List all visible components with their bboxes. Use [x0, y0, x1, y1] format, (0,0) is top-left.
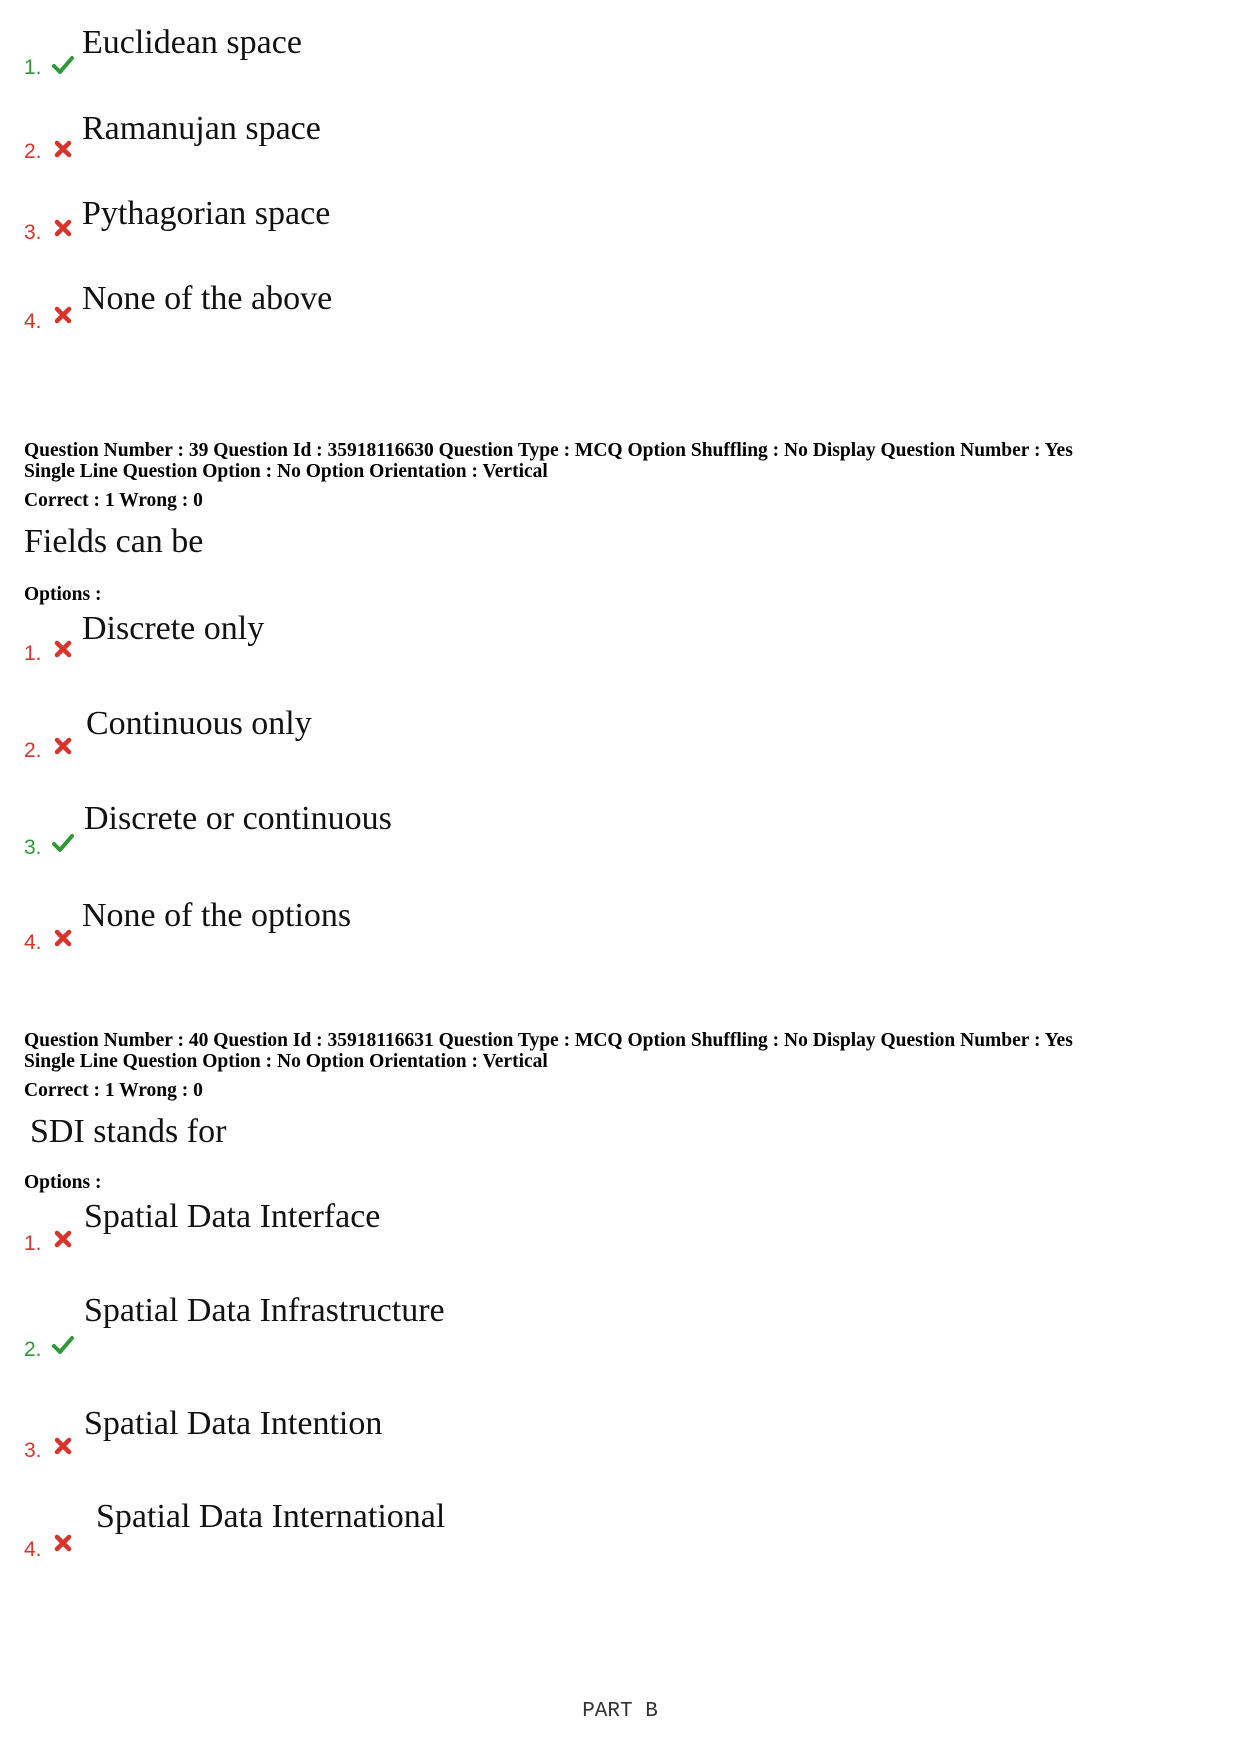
- option-text: Ramanujan space: [82, 110, 321, 147]
- option-item: [0, 897, 1240, 977]
- cross-icon: [52, 1435, 74, 1457]
- checkmark-icon: [52, 54, 74, 76]
- checkmark-icon: [52, 1334, 74, 1356]
- question-meta-line2: Single Line Question Option : No Option Orientation : Vertical: [24, 461, 548, 482]
- option-text: Spatial Data International: [96, 1498, 446, 1535]
- option-item: [0, 1292, 1240, 1372]
- option-number: 2.: [24, 140, 42, 163]
- cross-icon: [52, 217, 74, 239]
- option-item: [0, 1498, 1240, 1578]
- question-meta-line1: Question Number : 39 Question Id : 35918116630 Question Type : MCQ Option Shuffling : No Display Question Number : Yes: [24, 440, 1073, 461]
- cross-icon: [52, 638, 74, 660]
- option-number: 3.: [24, 836, 42, 859]
- question-meta-line1: Question Number : 40 Question Id : 35918116631 Question Type : MCQ Option Shuffling : No Display Question Number : Yes: [24, 1030, 1073, 1051]
- option-text: Spatial Data Interface: [84, 1198, 381, 1235]
- cross-icon: [52, 138, 74, 160]
- option-number: 1.: [24, 56, 42, 79]
- option-number: 3.: [24, 1439, 42, 1462]
- option-item: [0, 1405, 1240, 1485]
- question-stem: Fields can be: [24, 523, 204, 560]
- option-number: 1.: [24, 1232, 42, 1255]
- option-number: 2.: [24, 1338, 42, 1361]
- option-text: Continuous only: [86, 705, 312, 742]
- option-text: Spatial Data Infrastructure: [84, 1292, 445, 1329]
- option-item: [0, 1198, 1240, 1278]
- options-label: Options :: [24, 584, 102, 605]
- question-meta-line2: Single Line Question Option : No Option Orientation : Vertical: [24, 1051, 548, 1072]
- option-number: 4.: [24, 931, 42, 954]
- question-marks: Correct : 1 Wrong : 0: [24, 490, 203, 511]
- option-item: [0, 280, 1240, 360]
- option-item: [0, 610, 1240, 690]
- option-text: Pythagorian space: [82, 195, 331, 232]
- question-marks: Correct : 1 Wrong : 0: [24, 1080, 203, 1101]
- option-text: Discrete or continuous: [84, 800, 392, 837]
- option-item: [0, 20, 1240, 100]
- cross-icon: [52, 735, 74, 757]
- cross-icon: [52, 304, 74, 326]
- cross-icon: [52, 1532, 74, 1554]
- option-item: [0, 705, 1240, 785]
- question-stem: SDI stands for: [30, 1113, 227, 1150]
- checkmark-icon: [52, 832, 74, 854]
- option-number: 2.: [24, 739, 42, 762]
- option-number: 3.: [24, 221, 42, 244]
- cross-icon: [52, 1228, 74, 1250]
- option-text: None of the above: [82, 280, 333, 317]
- option-number: 4.: [24, 1538, 42, 1561]
- option-item: [0, 195, 1240, 275]
- cross-icon: [52, 927, 74, 949]
- option-number: 4.: [24, 310, 42, 333]
- option-item: [0, 800, 1240, 880]
- option-text: Discrete only: [82, 610, 265, 647]
- option-text: Spatial Data Intention: [84, 1405, 383, 1442]
- option-text: Euclidean space: [82, 24, 302, 61]
- options-label: Options :: [24, 1172, 102, 1193]
- page-footer: PART B: [582, 1700, 658, 1723]
- option-text: None of the options: [82, 897, 352, 934]
- option-item: [0, 110, 1240, 190]
- option-number: 1.: [24, 642, 42, 665]
